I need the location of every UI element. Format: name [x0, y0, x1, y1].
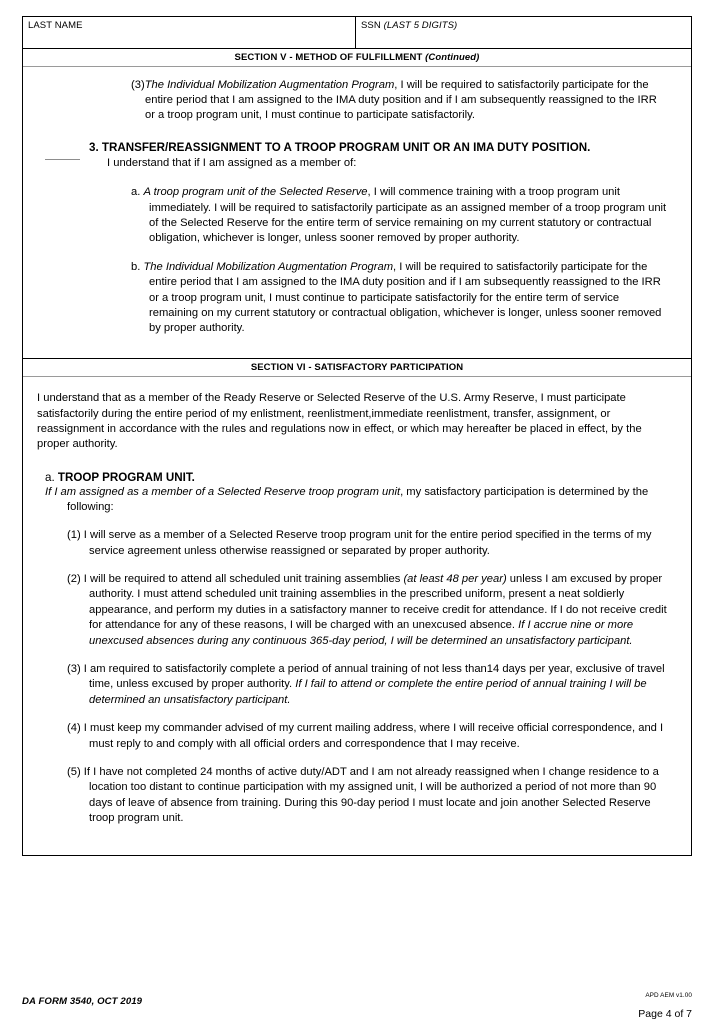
section-vi-list-item [67, 721, 669, 752]
section-vi-item-a [45, 471, 671, 515]
section-vi-list-item [67, 662, 669, 708]
item-body-2: unless I am excused by proper authority. I must attend scheduled unit training assemblies in the prescribed uniform, present a neat soldierly appearance, and perform my duties in a satisfactory manner to receive credit for attendance. If I do not receive credit for attendance for any of these reasons, I will be charged with an unexcused absence. [89, 572, 667, 632]
item-a-sub-italic: If I am assigned as a member of a Selected Reserve troop program unit [45, 485, 401, 498]
page-footer [22, 992, 692, 1024]
item-body-1: I will serve as a member of a Selected Reserve troop program unit for the entire period specified in the terms of my service agreement unless otherwise reassigned or separated by proper authority. [83, 529, 652, 557]
section-vi-list-item [67, 528, 669, 559]
section-vi-title: SECTION VI - SATISFACTORY PARTICIPATION [250, 362, 464, 374]
item-italic-lead: The Individual Mobilization Augmentation Program [144, 79, 395, 91]
item-marker: (3) [67, 663, 81, 676]
item-italic-2: If I accrue nine or more unexcused absences during any continuous 365-day period, I will be determined an unsatisfactory participant. [89, 619, 634, 647]
identification-header-row [23, 17, 691, 49]
last-name-field[interactable] [23, 17, 356, 48]
item-a-subtitle [45, 485, 671, 515]
item-3-period: . [587, 140, 591, 154]
item-marker: (2) [67, 572, 81, 585]
item-italic-1: If I fail to attend or complete the entire period of annual training I will be determined an unsatisfactory participant. [89, 678, 647, 706]
item-marker: (4) [67, 722, 81, 735]
form-identifier: DA FORM 3540, OCT 2019 [22, 996, 143, 1007]
item-body: , I will be required to satisfactorily participate for the entire period that I am assigned to the IMA duty position and if I am subsequently reassigned to the IRR or a troop program unit, I must continue to participate satisfactorily for the entire term of service remaining on my current statutory or contractual obligation, whichever is longer, unless sooner removed by proper authority. [149, 261, 662, 334]
item-italic-1: (at least 48 per year) [403, 572, 507, 585]
section-v-title: SECTION V - METHOD OF FULFILLMENT [234, 52, 426, 63]
section-vi-list-item [67, 572, 669, 649]
item-a-marker: a. [45, 470, 55, 484]
item-a-period: . [191, 470, 195, 484]
item-3-subtitle: I understand that if I am assigned as a member of: [107, 157, 357, 170]
item-marker: (1) [67, 529, 81, 542]
section-vi-band [23, 358, 691, 377]
item-3-heading [89, 140, 677, 156]
item-italic-lead: The Individual Mobilization Augmentation Program [143, 261, 394, 274]
item-marker: a. [131, 186, 141, 199]
last-name-label: LAST NAME [28, 20, 83, 31]
section-v-item-3b [131, 260, 667, 336]
page-number: Page 4 of 7 [638, 1008, 692, 1020]
ssn-label: SSN [361, 20, 384, 31]
ssn-sublabel: (LAST 5 DIGITS) [383, 20, 458, 31]
item-marker: (3) [131, 79, 145, 91]
section-vi-list-item [67, 765, 669, 827]
item-body: , I will be required to satisfactorily participate for the entire period that I am assigned to the IMA duty position and if I am subsequently reassigned to the IRR or a troop program unit, I must continue to participate satisfactorily. [145, 79, 657, 122]
item-a-title: TROOP PROGRAM UNIT [57, 470, 192, 484]
section-vi-spacer [23, 827, 691, 855]
section-v-item-3 [89, 140, 677, 172]
section-v-item-3a [131, 185, 667, 246]
item-italic-lead: A troop program unit of the Selected Reserve [143, 186, 368, 199]
section-vi-numbered-list [23, 528, 691, 827]
item-marker: b. [131, 261, 141, 274]
item-body-1: If I have not completed 24 months of active duty/ADT and I am not already reassigned when I change residence to a location too distant to continue participation with my assigned unit, I will be authorized a period of not more than 90 days of leave of absence from training. During this 90-day period I must locate and join another Selected Reserve troop program unit. [83, 766, 659, 825]
item-3-number: 3. [89, 140, 99, 154]
item-a-heading [45, 470, 671, 484]
section-v-body [23, 78, 691, 358]
item-body-1: I will be required to attend all scheduled unit training assemblies [83, 572, 404, 585]
section-vi-body [23, 391, 691, 855]
apd-version: APD AEM v1.00 [645, 992, 692, 999]
item-body: , I will commence training with a troop program unit immediately. I will be required to satisfactorily participate as an assigned member of a troop program unit of the Selected Reserve for the entire term of service remaining on my current statutory or contractual obligation, whichever is longer, unless sooner removed by proper authority. [149, 186, 667, 244]
section-v-item-3-continued [131, 78, 667, 124]
section-vi-intro: I understand that as a member of the Ready Reserve or Selected Reserve of the U.S. Army Reserve, I must participate satisfactorily during the entire period of my enlistment, reenlistment,immediate reenlistment, transfer, assignment, or reassignment in accordance with the rules and regulations now in effect, or which may hereafter be placed in effect, by the proper authority. [37, 392, 642, 451]
section-v-continued: (Continued) [425, 52, 480, 63]
item-a-sub-roman: , my satisfactory participation is determined by the following: [67, 485, 649, 513]
item-3-title: TRANSFER/REASSIGNMENT TO A TROOP PROGRAM UNIT OR AN IMA DUTY POSITION [101, 140, 588, 154]
item-marker: (5) [67, 766, 81, 779]
section-v-spacer [23, 336, 691, 358]
form-frame [22, 16, 692, 856]
item-body-1: I must keep my commander advised of my current mailing address, where I will receive official correspondence, and I must reply to and comply with all official orders and correspondence that I may receive. [83, 722, 664, 750]
item-body-1: I am required to satisfactorily complete a period of annual training of not less than14 days per year, exclusive of travel time, unless excused by proper authority. [83, 663, 665, 691]
initials-blank-line[interactable] [45, 159, 80, 160]
ssn-field[interactable] [356, 17, 691, 48]
section-v-band [23, 49, 691, 67]
